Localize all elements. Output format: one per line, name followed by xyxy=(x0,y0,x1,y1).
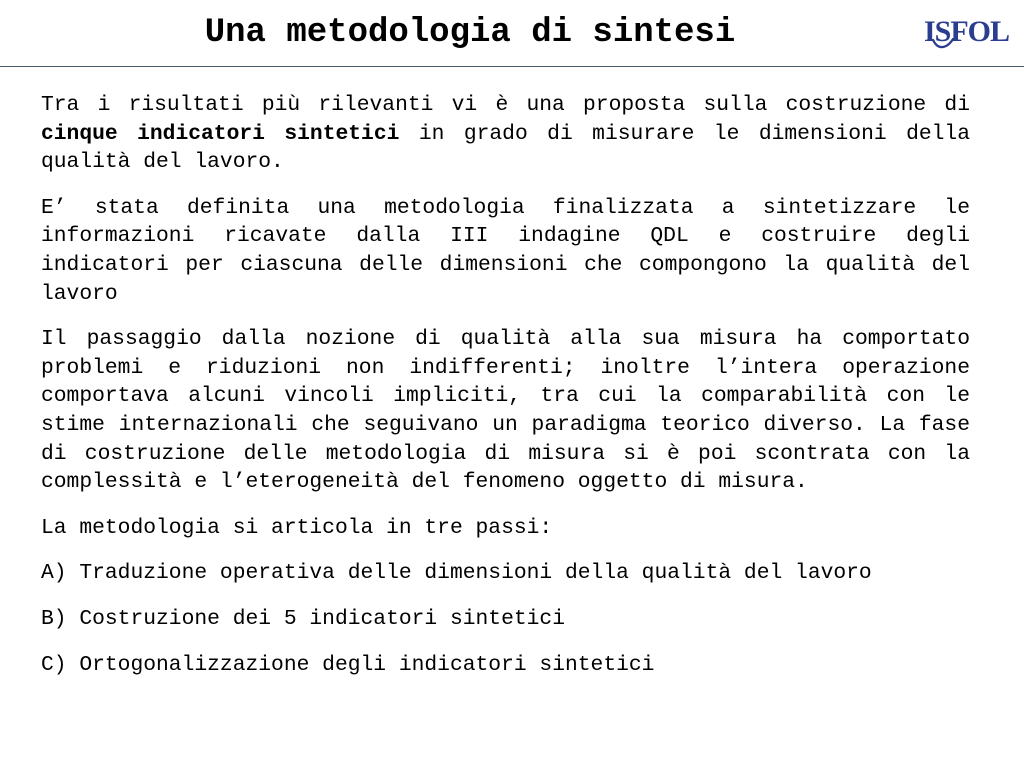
page-title: Una metodologia di sintesi xyxy=(204,14,736,52)
paragraph-methodology: E’ stata definita una metodologia finalizzata a sintetizzare le informazioni ricavate dalla III indagine QDL e costruire degli indicatori per ciascuna delle dimensioni che compongono la qualità del lavoro xyxy=(41,195,970,306)
isfol-logo xyxy=(924,12,1016,60)
logo-text: ISFOL xyxy=(924,15,1010,48)
slide-header xyxy=(0,0,1024,66)
paragraph-results-after: in grado di misurare le dimensioni della qualità del lavoro. xyxy=(41,121,970,175)
paragraph-results xyxy=(41,91,970,177)
paragraph-results-before: Tra i risultati più rilevanti vi è una proposta sulla costruzione di xyxy=(41,93,970,117)
header-divider xyxy=(0,66,1024,67)
step-c: C) Ortogonalizzazione degli indicatori sintetici xyxy=(41,652,655,677)
step-b: B) Costruzione dei 5 indicatori sintetici xyxy=(41,606,565,631)
logo-swoosh-icon xyxy=(932,38,954,50)
step-a: A) Traduzione operativa delle dimensioni della qualità del lavoro xyxy=(41,561,872,586)
paragraph-results-bold: cinque indicatori sintetici xyxy=(41,121,400,146)
slide-body xyxy=(41,91,970,696)
paragraph-passage: Il passaggio dalla nozione di qualità alla sua misura ha comportato problemi e riduzioni non indifferenti; inoltre l’intera operazione comportava alcuni vincoli impliciti, tra cui la comparabilità con le stime internazionali che seguivano un paradigma teorico diverso. La fase di costruzione delle metodologia di misura si è poi scontrata con la complessità e l’eterogeneità del fenomeno oggetto di misura. xyxy=(41,327,970,495)
paragraph-steps-intro: La metodologia si articola in tre passi: xyxy=(41,515,553,540)
